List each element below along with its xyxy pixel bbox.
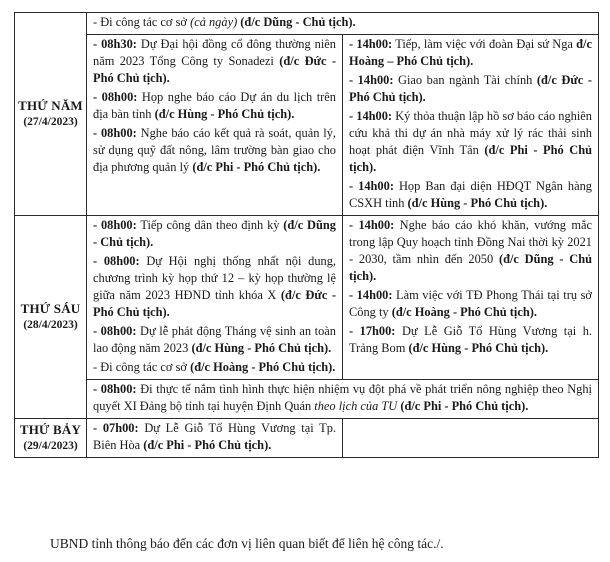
item-text: Nghe báo cáo khó khăn, vướng mắc trong lập Quy hoạch tỉnh Đồng Nai thời kỳ 2021 - 2030, tầm nhìn đến 2050 [349,218,592,266]
item-assignee: (đ/c Phi - Phó Chủ tịch). [349,143,592,174]
thursday-pm-item-2 [349,72,592,106]
friday-am-item-4 [93,359,336,376]
item-assignee: (đ/c Hùng - Phó Chủ tịch). [191,341,332,355]
thursday-am-item-2 [93,89,336,123]
item-time: - 08h00: [93,90,138,104]
schedule-sheet [14,12,598,458]
saturday-am-item-1 [93,420,336,454]
friday-full-cell [87,380,599,419]
saturday-row [15,419,599,458]
schedule-table [14,12,599,458]
item-assignee: (đ/c Phi - Phó Chủ tịch). [192,160,321,174]
friday-day-date: (28/4/2023) [23,319,78,331]
thursday-full-cell [87,13,599,35]
thursday-pm-item-3 [349,108,592,176]
item-time: - 14h00: [349,218,395,232]
item-italic: (cả ngày) [190,15,238,29]
saturday-morning-cell [87,419,343,458]
item-time: - 14h00: [349,37,393,51]
saturday-day-name: THỨ BẢY [19,422,82,437]
item-assignee: (đ/c Phi - Phó Chủ tịch). [143,438,272,452]
item-text: Dự Lễ Giỗ Tổ Hùng Vương tại Tp. Biên Hòa [93,421,336,452]
item-assignee: (đ/c Đức - Phó Chủ tịch). [93,288,336,319]
friday-row-full [15,380,599,419]
item-text: Làm việc với TĐ Phong Thái tại trụ sở Công ty [349,288,592,319]
friday-morning-cell [87,216,343,380]
item-time: - 14h00: [349,73,394,87]
item-italic: theo lịch của TU [314,399,398,413]
item-text: Họp nghe báo cáo Dự án du lịch trên địa bàn tỉnh [93,90,336,121]
friday-full-item [93,381,592,415]
thursday-pm-item-1 [349,36,592,70]
item-text: Dự Lễ Giỗ Tổ Hùng Vương tại h. Trảng Bom [349,324,592,355]
item-text: Giao ban ngành Tài chính [393,73,537,87]
item-time: - 08h00: [93,254,140,268]
item-time: - 17h00: [349,324,396,338]
footer-note: UBND tỉnh thông báo đến các đơn vị liên quan biết để liên hệ công tác./. [50,536,444,551]
friday-pm-item-1 [349,217,592,285]
thursday-day-cell [15,13,87,216]
item-time: - 08h00: [93,324,137,338]
item-assignee: (đ/c Dũng - Chủ tịch). [349,252,592,283]
friday-row-split [15,216,599,380]
item-assignee: (đ/c Phi - Phó Chủ tịch). [397,399,529,413]
item-assignee: (đ/c Hoàng - Phó Chủ tịch). [391,305,537,319]
item-text: Dự Đại hội đồng cổ đông thường niên năm 2023 Tổng Công ty Sonadezi [93,37,336,68]
friday-am-item-2 [93,253,336,321]
item-time: - 14h00: [349,179,394,193]
friday-pm-item-2 [349,287,592,321]
thursday-morning-cell [87,35,343,216]
thursday-row-full [15,13,599,35]
thursday-pm-item-4 [349,178,592,212]
friday-afternoon-cell [343,216,599,380]
item-text: Nghe báo cáo kết quả rà soát, quản lý, sử dụng quỹ đất nông, lâm trường bàn giao cho địa phương quản lý [93,126,336,174]
item-time: - 08h30: [93,37,137,51]
item-time: - 08h00: [93,382,137,396]
item-assignee: (đ/c Hùng - Phó Chủ tịch). [408,341,549,355]
item-assignee: (đ/c Dũng - Chủ tịch). [237,15,356,29]
item-time: - 08h00: [93,126,137,140]
item-assignee: đ/c Hoàng – Phó Chủ tịch). [349,37,592,68]
thursday-am-item-3 [93,125,336,176]
item-assignee: (đ/c Đức - Phó Chủ tịch). [93,54,336,85]
saturday-day-cell [15,419,87,458]
thursday-afternoon-cell [343,35,599,216]
item-assignee: (đ/c Đức - Phó Chủ tịch). [349,73,592,104]
item-text: Tiếp, làm việc với đoàn Đại sứ Nga [392,37,577,51]
item-assignee: (đ/c Hoàng - Phó Chủ tịch). [190,360,336,374]
saturday-afternoon-cell [343,419,599,458]
item-text: Đi thực tế nắm tình hình thực hiện nhiệm vụ đột phá về phát triển nông nghiệp theo Nghị quyết XI Đảng bộ tỉnh tại huyện Định Quán [93,382,592,413]
item-text: - Đi công tác cơ sở [93,15,191,29]
item-time: - 14h00: [349,109,393,123]
friday-am-item-3 [93,323,336,357]
item-time: - 07h00: [93,421,139,435]
item-assignee: (đ/c Hùng - Phó Chủ tịch). [154,107,295,121]
saturday-day-date: (29/4/2023) [23,440,78,452]
item-text: Dự lễ phát động Tháng vệ sinh an toàn lao động năm 2023 [93,324,336,355]
item-assignee: (đ/c Hùng - Phó Chủ tịch). [407,196,548,210]
item-text: Dự Hội nghị thống nhất nội dung, chương trình kỳ họp thứ 12 – kỳ họp thường lệ giữa năm 2023 HĐND tỉnh khóa X [93,254,336,302]
thursday-day-date: (27/4/2023) [23,116,78,128]
thursday-row-split [15,35,599,216]
item-time: - 14h00: [349,288,393,302]
thursday-full-item [93,14,592,31]
item-assignee: (đ/c Dũng - Chủ tịch). [93,218,336,249]
friday-day-cell [15,216,87,419]
item-text: Tiếp công dân theo định kỳ [136,218,284,232]
item-text: Họp Ban đại diện HĐQT Ngân hàng CSXH tỉnh [349,179,592,210]
item-text: Ký thỏa thuận lập hồ sơ báo cáo nghiên cứu khả thi dự án nhà máy xử lý rác thải sinh hoạt phát điện Vĩnh Tân [349,109,592,157]
item-time: - 08h00: [93,218,137,232]
item-text: - Đi công tác cơ sở [93,360,191,374]
friday-pm-item-3 [349,323,592,357]
thursday-am-item-1 [93,36,336,87]
friday-day-name: THỨ SÁU [20,301,81,316]
thursday-day-name: THỨ NĂM [18,98,83,113]
friday-am-item-1 [93,217,336,251]
